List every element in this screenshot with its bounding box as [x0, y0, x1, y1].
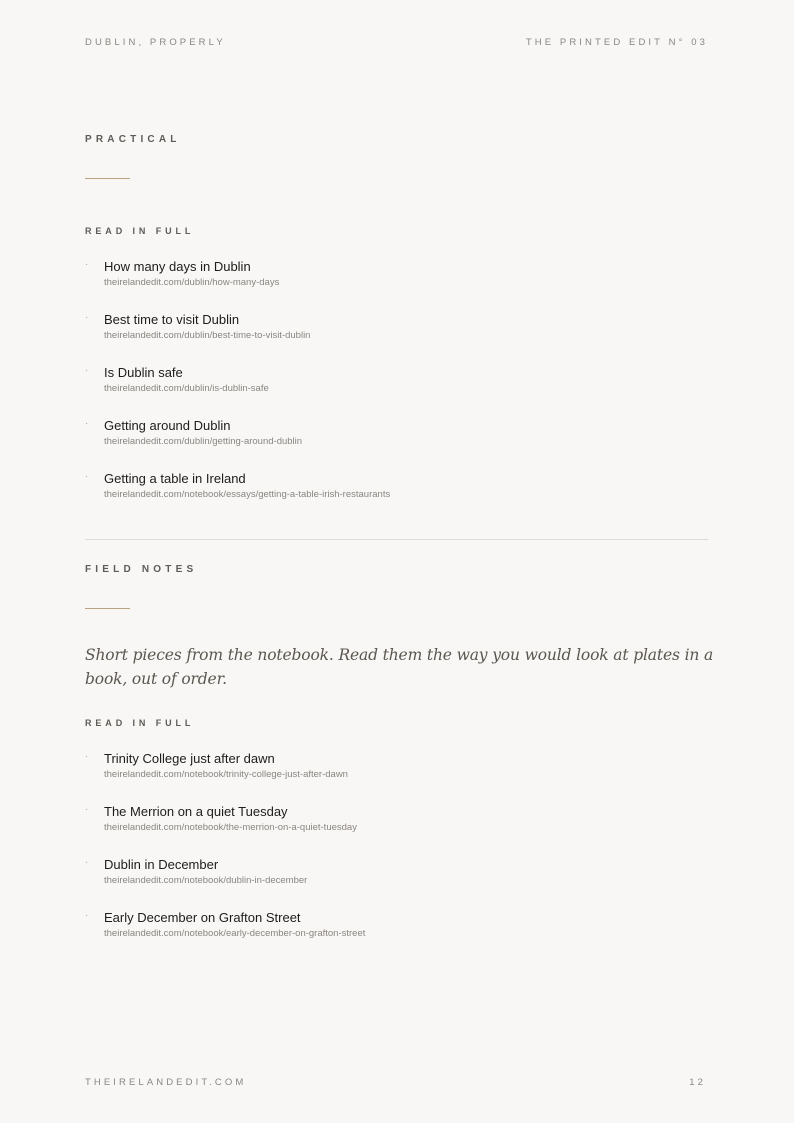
article-url[interactable]: theirelandedit.com/notebook/the-merrion-on-a-quiet-tuesday [104, 822, 357, 833]
field-notes-link-list [85, 751, 714, 963]
page-footer [85, 1077, 706, 1091]
list-item[interactable] [85, 418, 714, 471]
article-title-link[interactable]: Early December on Grafton Street [104, 910, 301, 925]
article-title-link[interactable]: Trinity College just after dawn [104, 751, 275, 766]
article-url[interactable]: theirelandedit.com/notebook/dublin-in-december [104, 875, 308, 886]
bullet-icon: · [85, 312, 89, 323]
article-title-link[interactable]: The Merrion on a quiet Tuesday [104, 804, 288, 819]
article-title-link[interactable]: Is Dublin safe [104, 365, 183, 380]
article-url[interactable]: theirelandedit.com/dublin/best-time-to-visit-dublin [104, 330, 311, 341]
bullet-icon: · [85, 418, 89, 429]
bullet-icon: · [85, 857, 89, 868]
article-url[interactable]: theirelandedit.com/dublin/is-dublin-safe [104, 383, 269, 394]
article-title-link[interactable]: How many days in Dublin [104, 259, 251, 274]
article-url[interactable]: theirelandedit.com/dublin/getting-around-dublin [104, 436, 303, 447]
list-item[interactable] [85, 857, 714, 910]
list-item[interactable] [85, 312, 714, 365]
article-title-link[interactable]: Best time to visit Dublin [104, 312, 240, 327]
bullet-icon: · [85, 804, 89, 815]
article-title-link[interactable]: Getting around Dublin [104, 418, 231, 433]
running-head-edition: THE PRINTED EDIT N° 03 [525, 37, 708, 48]
bullet-icon: · [85, 751, 89, 762]
section-accent-rule [85, 608, 130, 609]
footer-site-link[interactable]: THEIRELANDEDIT.COM [85, 1077, 247, 1088]
article-url[interactable]: theirelandedit.com/dublin/how-many-days [104, 277, 280, 288]
bullet-icon: · [85, 365, 89, 376]
article-title-link[interactable]: Dublin in December [104, 857, 219, 872]
practical-link-list [85, 259, 714, 524]
article-url[interactable]: theirelandedit.com/notebook/essays/getting-a-table-irish-restaurants [104, 489, 391, 500]
list-item[interactable] [85, 910, 714, 963]
article-url[interactable]: theirelandedit.com/notebook/early-december-on-grafton-street [104, 928, 366, 939]
bullet-icon: · [85, 471, 89, 482]
section-accent-rule [85, 178, 130, 179]
field-notes-intro: Short pieces from the notebook. Read them the way you would look at plates in a book, out of order. [85, 646, 714, 688]
article-url[interactable]: theirelandedit.com/notebook/trinity-college-just-after-dawn [104, 769, 348, 780]
section-heading-field-notes: FIELD NOTES [85, 564, 198, 575]
list-item[interactable] [85, 471, 714, 524]
running-head [85, 37, 708, 51]
running-head-title: DUBLIN, PROPERLY [85, 37, 226, 48]
article-title-link[interactable]: Getting a table in Ireland [104, 471, 246, 486]
page-number: 12 [689, 1077, 706, 1088]
list-item[interactable] [85, 804, 714, 857]
list-item[interactable] [85, 259, 714, 312]
section-heading-practical: PRACTICAL [85, 134, 181, 145]
bullet-icon: · [85, 259, 89, 270]
read-in-full-label: READ IN FULL [85, 226, 195, 236]
read-in-full-label: READ IN FULL [85, 718, 195, 728]
bullet-icon: · [85, 910, 89, 921]
list-item[interactable] [85, 751, 714, 804]
list-item[interactable] [85, 365, 714, 418]
section-divider [85, 539, 708, 540]
